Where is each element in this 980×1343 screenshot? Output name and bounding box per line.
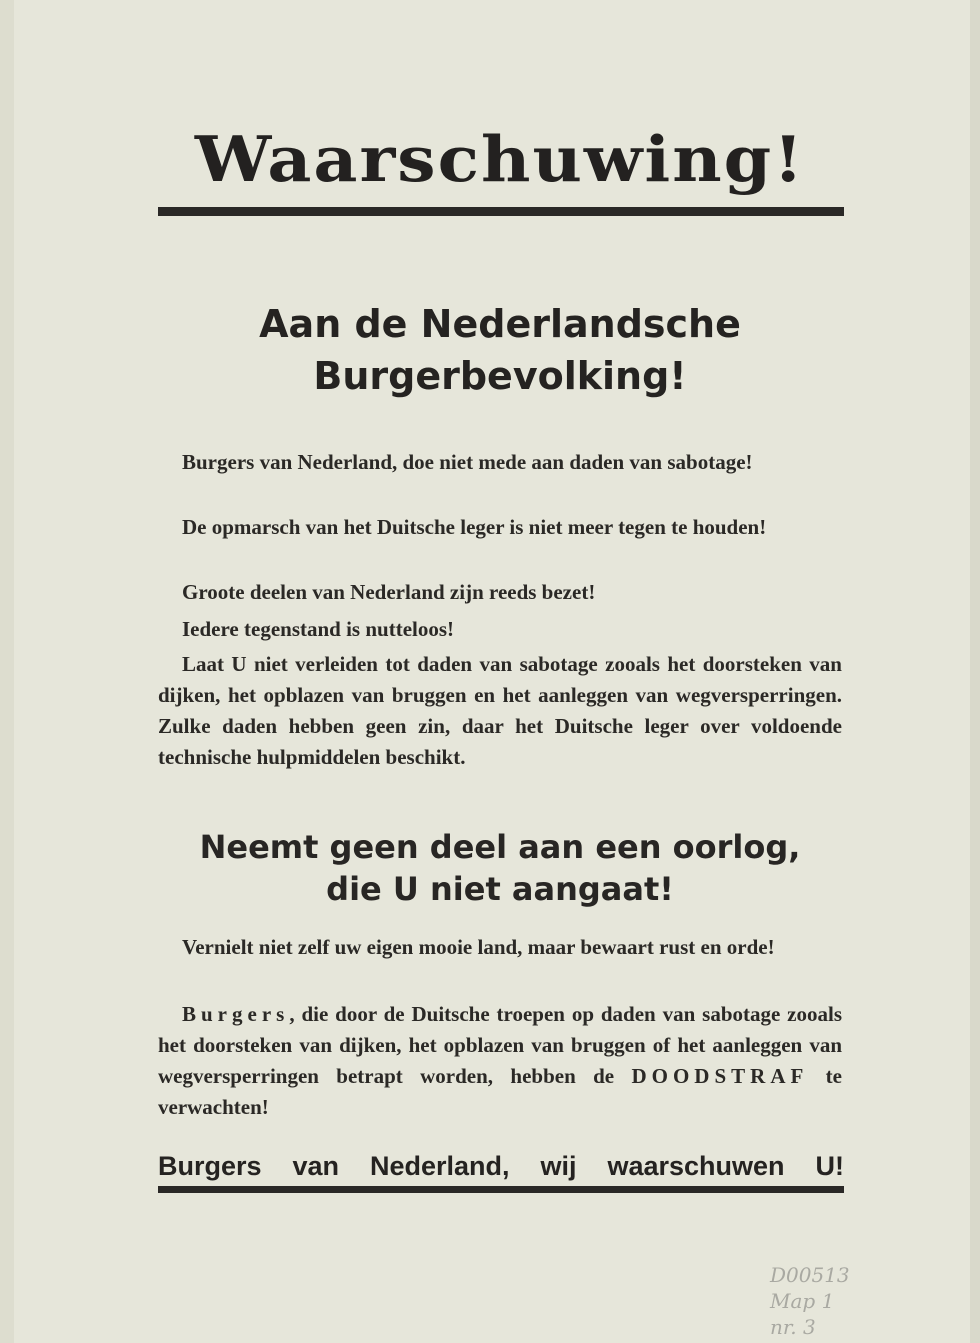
paragraph-verleiden: Laat U niet verleiden tot daden van sabotage zooals het doorsteken van dijken, het opblazen van bruggen en het aanleggen van wegversperringen. Zulke daden hebben geen zin, daar het Duitsche leger over voldoende technische hulpmiddelen beschikt. bbox=[158, 652, 842, 769]
paper-edge-left bbox=[0, 0, 14, 1343]
archive-pencil-annotation bbox=[770, 1262, 880, 1342]
poster-subtitle bbox=[150, 298, 850, 402]
paragraph-doodstraf-warning bbox=[158, 999, 842, 1123]
slogan-line-2: die U niet aangaat! bbox=[326, 870, 674, 908]
paragraph-rust-en-orde: Vernielt niet zelf uw eigen mooie land, maar bewaart rust en orde! bbox=[182, 935, 775, 959]
spaced-burgers: Burgers bbox=[182, 1002, 290, 1026]
archive-line-2: Map 1 bbox=[770, 1289, 835, 1313]
subtitle-line-1: Aan de Nederlandsche bbox=[259, 302, 741, 346]
warning-text-1: , die door de Duitsche troepen op daden van sabotage zooals het doorsteken van dijken, het opblazen van bruggen of het aanleggen van wegversperringen betrapt worden, hebben de bbox=[158, 1002, 842, 1088]
closing-underline bbox=[158, 1186, 844, 1193]
warning-text-2: te verwachten! bbox=[158, 1064, 842, 1119]
archive-line-3: nr. 3 bbox=[770, 1315, 816, 1339]
paragraph-opmarsch: De opmarsch van het Duitsche leger is niet meer tegen te houden! bbox=[182, 515, 767, 539]
slogan-line-1: Neemt geen deel aan een oorlog, bbox=[199, 828, 801, 866]
doodstraf-emphasis: DOODSTRAF bbox=[631, 1064, 809, 1088]
paragraph-sabotage: Burgers van Nederland, doe niet mede aan daden van sabotage! bbox=[182, 450, 753, 474]
slogan bbox=[150, 826, 850, 910]
poster-title: Waarschuwing! bbox=[194, 123, 806, 197]
paragraph-bezet: Groote deelen van Nederland zijn reeds bezet! bbox=[182, 580, 596, 604]
paper-edge-right bbox=[970, 0, 980, 1343]
closing-warning: Burgers van Nederland, wij waarschuwen U! bbox=[158, 1151, 844, 1181]
title-underline bbox=[158, 207, 844, 216]
archive-line-1: D00513 bbox=[770, 1263, 850, 1287]
subtitle-line-2: Burgerbevolking! bbox=[313, 354, 687, 398]
paragraph-nutteloos: Iedere tegenstand is nutteloos! bbox=[182, 617, 455, 641]
